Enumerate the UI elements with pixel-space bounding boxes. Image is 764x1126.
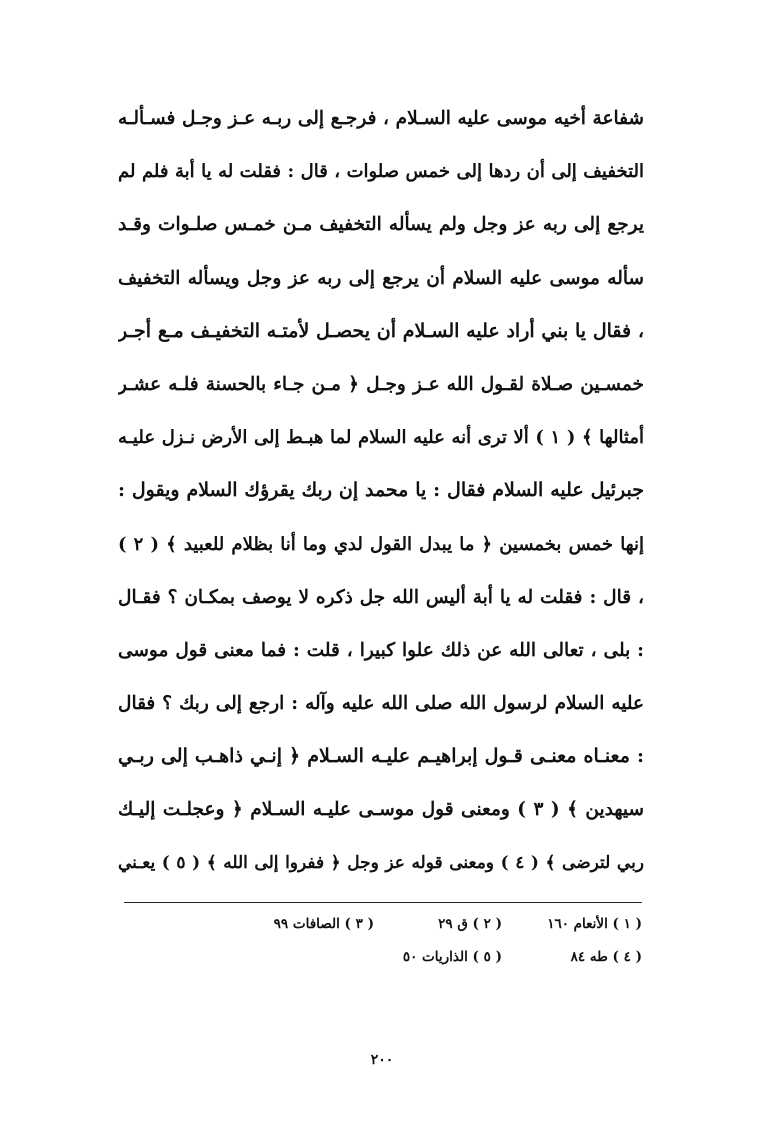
footnotes-block <box>124 908 642 974</box>
text-line: أمثالها ﴾ ( ١ ) ألا ترى أنه عليه السلام لما هبـط إلى الأرض نـزل عليـه <box>118 427 644 449</box>
text-line: شفاعة أخيه موسى عليه السـلام ، فرجـع إلى ربـه عـز وجـل فسـألـه <box>118 108 644 129</box>
text-line: ، فقال يا بني أراد عليه السـلام أن يحصـل لأمتـه التخفيـف مـع أجـر <box>118 319 644 342</box>
text-line: : معنـاه معنـى قـول إبراهيـم عليـه السـلام ﴿ إنـي ذاهـب إلى ربـي <box>118 745 644 768</box>
text-line: : بلى ، تعالى الله عن ذلك علوا كبيرا ، قلت : فما معنى قول موسى <box>118 639 644 661</box>
text-line: يرجع إلى ربه عز وجل ولم يسأله التخفيف مـن خمـس صلـوات وقـد <box>118 214 644 236</box>
text-line: ربي لترضى ﴾ ( ٤ ) ومعنى قوله عز وجل ﴿ ففروا إلى الله ﴾ ( ٥ ) يعـني <box>118 852 644 873</box>
footnote-1: ( ١ ) الأنعام ١٦٠ <box>547 916 642 932</box>
text-line: عليه السلام لرسول الله صلى الله عليه وآله : ارجع إلى ربك ؟ فقال <box>118 693 644 715</box>
footnote-5: ( ٥ ) الذاريات ٥٠ <box>402 949 502 965</box>
text-line: جبرئيل عليه السلام فقال : يا محمد إن ربك يقرؤك السلام ويقول : <box>118 479 644 502</box>
text-line: التخفيف إلى أن ردها إلى خمس صلوات ، قال : فقلت له يا أبة فلم لم <box>118 161 644 183</box>
main-text-block <box>118 92 644 890</box>
text-line: سيهدين ﴾ ( ٣ ) ومعنى قول موسـى عليـه السـلام ﴿ وعجلـت إليـك <box>118 799 644 821</box>
text-line: خمسـين صـلاة لقـول الله عـز وجـل ﴿ مـن جـاء بالحسنة فلـه عشـر <box>118 373 644 395</box>
text-line: ، قال : فقلت له يا أبة أليس الله جل ذكره لا يوصف بمكـان ؟ فقـال <box>118 586 644 608</box>
page-number: ٢٠٠ <box>370 1052 394 1068</box>
footnote-divider <box>124 902 642 903</box>
footnote-3: ( ٣ ) الصافات ٩٩ <box>273 916 374 932</box>
footnote-4: ( ٤ ) طه ٨٤ <box>570 949 642 965</box>
footnote-row <box>124 941 642 974</box>
footnote-2: ( ٢ ) ق ٢٩ <box>438 916 502 932</box>
footnote-row <box>124 908 642 941</box>
text-line: سأله موسى عليه السلام أن يرجع إلى ربه عز وجل ويسأله التخفيف <box>118 267 644 289</box>
text-line: إنها خمس بخمسين ﴿ ما يبدل القول لدي وما أنا بظلام للعبيد ﴾ ( ٢ ) <box>118 533 644 555</box>
